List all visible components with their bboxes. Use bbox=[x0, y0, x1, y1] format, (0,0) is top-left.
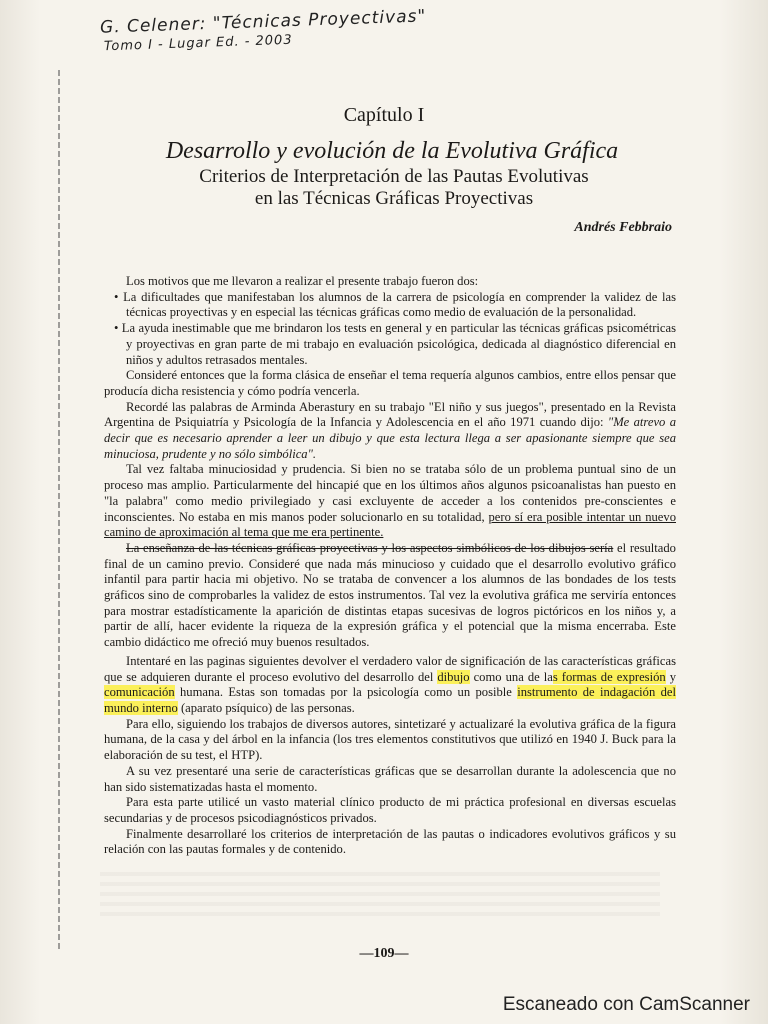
paragraph-9: Para esta parte utilicé un vasto material clínico producto de mi práctica profesional en diversas escuelas secundarias y de procesos psicodiagnósticos privados. bbox=[104, 795, 676, 825]
handwritten-citation: G. Celener: "Técnicas Proyectivas" bbox=[99, 6, 427, 38]
scan-smudge bbox=[100, 872, 660, 922]
paragraph-4-text: Tal vez faltaba minuciosidad y prudencia. Si bien no se trataba sólo de un problema puntual sino de un proceso mas amplio. Particularmente del hincapié que en los últimos años algunos psicoanalistas han puesto en "la palabra" como medio privilegiado y casi excluyente de acceder a los contenidos pre-conscientes e inconscientes. No estaba en mis manos poder solucionarlo en su totalidad, bbox=[104, 462, 676, 524]
highlight-dibujo: dibujo bbox=[437, 669, 470, 684]
scanner-watermark: Escaneado con CamScanner bbox=[502, 994, 750, 1015]
page-number: —109— bbox=[359, 946, 409, 961]
author-name: Andrés Febbraio bbox=[574, 220, 672, 235]
paragraph-intro: Los motivos que me llevaron a realizar el presente trabajo fueron dos: bbox=[126, 274, 479, 288]
paragraph-2: Consideré entonces que la forma clásica de enseñar el tema requería algunos cambios, entre ellos pensar que producía dicha resistencia y cómo podría vencerla. bbox=[104, 368, 676, 398]
paragraph-6-text-e: (aparato psíquico) de las personas. bbox=[177, 700, 355, 715]
paragraph-5-struck: La enseñanza de las técnicas gráficas proyectivas y los aspectos simbólicos de los dibujos sería bbox=[126, 540, 614, 555]
highlight-instrumento: instrumento de indagación del mundo interno bbox=[104, 685, 676, 715]
paragraph-6-text-b: como una de la bbox=[469, 669, 553, 684]
bullet-item-2: • La ayuda inestimable que me brindaron los tests en general y en particular las técnicas gráficas psicométricas y proyectivas en gran parte de mi trabajo en evaluación psicológica, dedicada al diagnóstico diferencial en niños y adultos retrasados mentales. bbox=[114, 321, 676, 367]
paragraph-10: Finalmente desarrollaré los criterios de interpretación de las pautas o indicadores evolutivos gráficos y su relación con las pautas formales y de contenido. bbox=[104, 826, 676, 857]
paragraph-5 bbox=[104, 541, 676, 651]
paragraph-3-text: Recordé las palabras de Arminda Aberastury en su trabajo "El niño y sus juegos", presentado en la Revista Argentina de Psiquiatría y Psicología de la Infancia y Adolescencia en el año 1971 cuando dijo: bbox=[104, 399, 676, 430]
paragraph-5-text: el resultado final de un camino previo. Consideré que nada más minucioso y cuidado que el desarrollo evolutivo gráfico infantil para partir hacia mi objetivo. No se trataba de convencer a los alumnos de las bondades de los tests gráficos sino de comprobarles la validez de estos instrumentos. Tal vez la evolutiva gráfica me serviría entonces para mostrar estadísticamente la aparición de distintas etapas sucesivas de logros pictóricos en los niños y, a partir de allí, hacer evidente la riqueza de la expresión gráfica y el potencial que la misma encerraba. Este cambio didáctico me ofreció muy buenos resultados. bbox=[104, 540, 676, 650]
paragraph-6-text-c: y bbox=[665, 669, 677, 684]
paragraph-3 bbox=[104, 400, 676, 463]
paragraph-6 bbox=[104, 654, 676, 717]
paragraph-4 bbox=[104, 462, 676, 541]
paragraph-6-text-a: Intentaré en las paginas siguientes devolver el verdadero valor de significación de las características gráficas que se adquieren durante el proceso evolutivo del desarrollo del bbox=[104, 653, 676, 684]
paragraph-7: Para ello, siguiendo los trabajos de diversos autores, sintetizaré y actualizaré la evolutiva gráfica de la figura humana, de la casa y del árbol en la infancia (los tres elementos constitutivos que utilizó en 1940 J. Buck para la elaboración de su test, el HTP). bbox=[104, 716, 676, 763]
handwritten-reference: Tomo I - Lugar Ed. - 2003 bbox=[103, 32, 293, 55]
subtitle-line-2: en las Técnicas Gráficas Proyectivas bbox=[254, 188, 534, 209]
main-title: Desarrollo y evolución de la Evolutiva Gráfica bbox=[165, 138, 619, 164]
subtitle-line-1: Criterios de Interpretación de las Pautas Evolutivas bbox=[199, 166, 589, 187]
aberastury-quote: "Me atrevo a decir que es necesario aprender a leer un dibujo y que esta lectura llega a ser apasionante siempre que sea minuciosa, prudente y no sólo simbólica". bbox=[104, 415, 676, 461]
highlight-comunicacion: comunicación bbox=[104, 685, 175, 700]
chapter-heading: Capítulo I bbox=[343, 104, 425, 126]
paragraph-6-text-d: humana. Estas son tomadas por la psicología como un posible bbox=[174, 685, 518, 700]
paragraph-8: A su vez presentaré una serie de características gráficas que se desarrollan durante la adolescencia que no han sido sistematizadas hasta el momento. bbox=[104, 763, 676, 794]
body-text bbox=[104, 274, 676, 858]
bullet-item-1: • La dificultades que manifestaban los alumnos de la carrera de psicología en comprender la validez de las técnicas proyectivas y en especial las técnicas gráficas como medio de evaluación de la personalidad. bbox=[114, 289, 676, 320]
highlight-formas-de-expresion: s formas de expresión bbox=[552, 669, 666, 684]
paragraph-4-underlined: pero sí era posible intentar un nuevo camino de aproximación al tema que me era pertinente. bbox=[104, 509, 676, 540]
